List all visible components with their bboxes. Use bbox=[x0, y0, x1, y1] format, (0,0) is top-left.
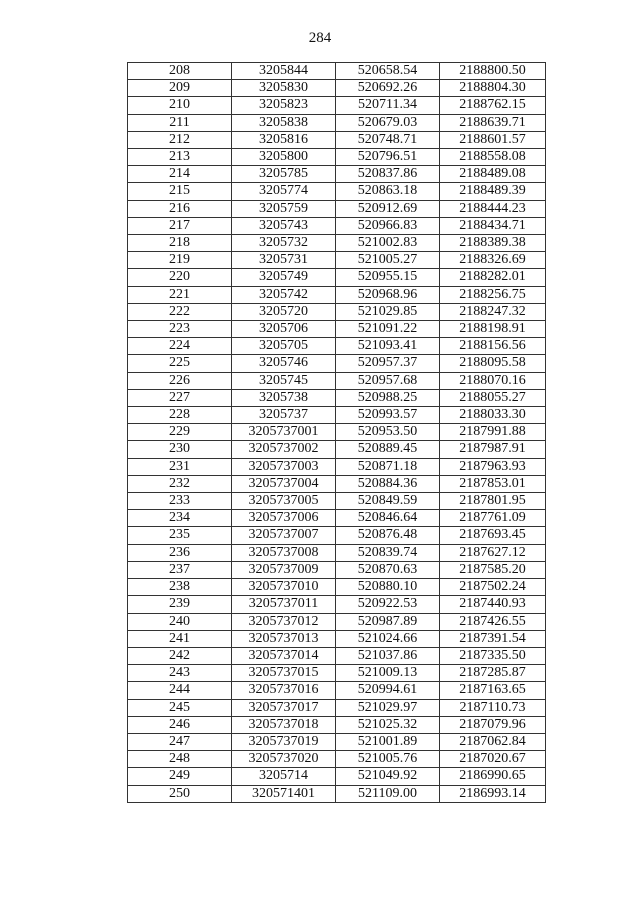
point-id-cell: 3205816 bbox=[232, 131, 336, 148]
point-id-cell: 3205743 bbox=[232, 217, 336, 234]
point-id-cell: 3205737004 bbox=[232, 475, 336, 492]
table-row bbox=[128, 286, 546, 303]
x-coordinate-cell: 521024.66 bbox=[336, 630, 440, 647]
y-coordinate-cell: 2187079.96 bbox=[440, 716, 546, 733]
x-coordinate-cell: 520922.53 bbox=[336, 596, 440, 613]
x-coordinate-cell: 520692.26 bbox=[336, 80, 440, 97]
point-number-cell: 236 bbox=[128, 544, 232, 561]
point-id-cell: 3205800 bbox=[232, 149, 336, 166]
point-id-cell: 3205785 bbox=[232, 166, 336, 183]
point-id-cell: 3205737018 bbox=[232, 716, 336, 733]
y-coordinate-cell: 2188601.57 bbox=[440, 131, 546, 148]
point-number-cell: 234 bbox=[128, 510, 232, 527]
table-row bbox=[128, 252, 546, 269]
table-row bbox=[128, 303, 546, 320]
y-coordinate-cell: 2187110.73 bbox=[440, 699, 546, 716]
point-number-cell: 248 bbox=[128, 751, 232, 768]
table-row bbox=[128, 441, 546, 458]
y-coordinate-cell: 2187335.50 bbox=[440, 647, 546, 664]
x-coordinate-cell: 520796.51 bbox=[336, 149, 440, 166]
y-coordinate-cell: 2187502.24 bbox=[440, 579, 546, 596]
point-id-cell: 3205737 bbox=[232, 407, 336, 424]
point-number-cell: 237 bbox=[128, 561, 232, 578]
x-coordinate-cell: 520679.03 bbox=[336, 114, 440, 131]
point-id-cell: 3205737011 bbox=[232, 596, 336, 613]
x-coordinate-cell: 520880.10 bbox=[336, 579, 440, 596]
point-number-cell: 221 bbox=[128, 286, 232, 303]
x-coordinate-cell: 520849.59 bbox=[336, 493, 440, 510]
point-number-cell: 219 bbox=[128, 252, 232, 269]
table-row bbox=[128, 97, 546, 114]
y-coordinate-cell: 2187991.88 bbox=[440, 424, 546, 441]
table-row bbox=[128, 733, 546, 750]
x-coordinate-cell: 520863.18 bbox=[336, 183, 440, 200]
point-id-cell: 3205714 bbox=[232, 768, 336, 785]
point-number-cell: 208 bbox=[128, 63, 232, 80]
table-row bbox=[128, 389, 546, 406]
y-coordinate-cell: 2188489.08 bbox=[440, 166, 546, 183]
y-coordinate-cell: 2188434.71 bbox=[440, 217, 546, 234]
y-coordinate-cell: 2188256.75 bbox=[440, 286, 546, 303]
x-coordinate-cell: 520987.89 bbox=[336, 613, 440, 630]
point-id-cell: 3205838 bbox=[232, 114, 336, 131]
y-coordinate-cell: 2188558.08 bbox=[440, 149, 546, 166]
table-row bbox=[128, 458, 546, 475]
x-coordinate-cell: 521037.86 bbox=[336, 647, 440, 664]
point-number-cell: 216 bbox=[128, 200, 232, 217]
table-row bbox=[128, 716, 546, 733]
table-row bbox=[128, 785, 546, 802]
point-number-cell: 211 bbox=[128, 114, 232, 131]
point-number-cell: 218 bbox=[128, 235, 232, 252]
y-coordinate-cell: 2187062.84 bbox=[440, 733, 546, 750]
y-coordinate-cell: 2188033.30 bbox=[440, 407, 546, 424]
point-id-cell: 3205737016 bbox=[232, 682, 336, 699]
point-id-cell: 3205742 bbox=[232, 286, 336, 303]
x-coordinate-cell: 520658.54 bbox=[336, 63, 440, 80]
x-coordinate-cell: 521005.27 bbox=[336, 252, 440, 269]
point-id-cell: 3205745 bbox=[232, 372, 336, 389]
point-number-cell: 232 bbox=[128, 475, 232, 492]
x-coordinate-cell: 520889.45 bbox=[336, 441, 440, 458]
point-number-cell: 212 bbox=[128, 131, 232, 148]
x-coordinate-cell: 521029.85 bbox=[336, 303, 440, 320]
table-row bbox=[128, 579, 546, 596]
table-row bbox=[128, 80, 546, 97]
y-coordinate-cell: 2188198.91 bbox=[440, 321, 546, 338]
y-coordinate-cell: 2187853.01 bbox=[440, 475, 546, 492]
point-id-cell: 3205737020 bbox=[232, 751, 336, 768]
table-row bbox=[128, 665, 546, 682]
x-coordinate-cell: 520870.63 bbox=[336, 561, 440, 578]
point-number-cell: 250 bbox=[128, 785, 232, 802]
y-coordinate-cell: 2187285.87 bbox=[440, 665, 546, 682]
y-coordinate-cell: 2187163.65 bbox=[440, 682, 546, 699]
table-row bbox=[128, 510, 546, 527]
point-number-cell: 223 bbox=[128, 321, 232, 338]
table-row bbox=[128, 596, 546, 613]
y-coordinate-cell: 2188055.27 bbox=[440, 389, 546, 406]
y-coordinate-cell: 2187426.55 bbox=[440, 613, 546, 630]
point-number-cell: 233 bbox=[128, 493, 232, 510]
y-coordinate-cell: 2187801.95 bbox=[440, 493, 546, 510]
y-coordinate-cell: 2188326.69 bbox=[440, 252, 546, 269]
table-row bbox=[128, 355, 546, 372]
x-coordinate-cell: 521049.92 bbox=[336, 768, 440, 785]
table-row bbox=[128, 114, 546, 131]
y-coordinate-cell: 2188444.23 bbox=[440, 200, 546, 217]
x-coordinate-cell: 520884.36 bbox=[336, 475, 440, 492]
x-coordinate-cell: 521002.83 bbox=[336, 235, 440, 252]
point-number-cell: 235 bbox=[128, 527, 232, 544]
y-coordinate-cell: 2188247.32 bbox=[440, 303, 546, 320]
x-coordinate-cell: 520953.50 bbox=[336, 424, 440, 441]
point-number-cell: 246 bbox=[128, 716, 232, 733]
y-coordinate-cell: 2188804.30 bbox=[440, 80, 546, 97]
y-coordinate-cell: 2188639.71 bbox=[440, 114, 546, 131]
point-number-cell: 239 bbox=[128, 596, 232, 613]
point-id-cell: 3205737008 bbox=[232, 544, 336, 561]
point-number-cell: 242 bbox=[128, 647, 232, 664]
x-coordinate-cell: 520993.57 bbox=[336, 407, 440, 424]
table-row bbox=[128, 217, 546, 234]
table-row bbox=[128, 183, 546, 200]
table-row bbox=[128, 768, 546, 785]
point-number-cell: 213 bbox=[128, 149, 232, 166]
point-id-cell: 3205737009 bbox=[232, 561, 336, 578]
table-body bbox=[128, 63, 546, 803]
x-coordinate-cell: 520846.64 bbox=[336, 510, 440, 527]
y-coordinate-cell: 2188156.56 bbox=[440, 338, 546, 355]
point-number-cell: 217 bbox=[128, 217, 232, 234]
table-row bbox=[128, 493, 546, 510]
table-row bbox=[128, 424, 546, 441]
table-row bbox=[128, 544, 546, 561]
point-id-cell: 3205737007 bbox=[232, 527, 336, 544]
x-coordinate-cell: 520988.25 bbox=[336, 389, 440, 406]
point-id-cell: 3205749 bbox=[232, 269, 336, 286]
table-row bbox=[128, 321, 546, 338]
point-id-cell: 3205823 bbox=[232, 97, 336, 114]
point-id-cell: 3205731 bbox=[232, 252, 336, 269]
x-coordinate-cell: 521091.22 bbox=[336, 321, 440, 338]
point-id-cell: 3205737002 bbox=[232, 441, 336, 458]
x-coordinate-cell: 521005.76 bbox=[336, 751, 440, 768]
table-row bbox=[128, 630, 546, 647]
y-coordinate-cell: 2187627.12 bbox=[440, 544, 546, 561]
table-row bbox=[128, 751, 546, 768]
point-number-cell: 229 bbox=[128, 424, 232, 441]
x-coordinate-cell: 520957.68 bbox=[336, 372, 440, 389]
point-id-cell: 3205737006 bbox=[232, 510, 336, 527]
point-id-cell: 3205759 bbox=[232, 200, 336, 217]
x-coordinate-cell: 520994.61 bbox=[336, 682, 440, 699]
point-id-cell: 3205732 bbox=[232, 235, 336, 252]
x-coordinate-cell: 520876.48 bbox=[336, 527, 440, 544]
table-row bbox=[128, 682, 546, 699]
point-number-cell: 238 bbox=[128, 579, 232, 596]
table-row bbox=[128, 527, 546, 544]
x-coordinate-cell: 520871.18 bbox=[336, 458, 440, 475]
y-coordinate-cell: 2187440.93 bbox=[440, 596, 546, 613]
page-number: 284 bbox=[308, 30, 332, 46]
point-number-cell: 243 bbox=[128, 665, 232, 682]
x-coordinate-cell: 520968.96 bbox=[336, 286, 440, 303]
table-row bbox=[128, 699, 546, 716]
point-id-cell: 3205830 bbox=[232, 80, 336, 97]
y-coordinate-cell: 2188762.15 bbox=[440, 97, 546, 114]
y-coordinate-cell: 2187391.54 bbox=[440, 630, 546, 647]
point-id-cell: 3205737015 bbox=[232, 665, 336, 682]
point-id-cell: 3205705 bbox=[232, 338, 336, 355]
y-coordinate-cell: 2187987.91 bbox=[440, 441, 546, 458]
point-id-cell: 3205737012 bbox=[232, 613, 336, 630]
coordinates-table bbox=[127, 62, 546, 803]
point-id-cell: 3205737001 bbox=[232, 424, 336, 441]
x-coordinate-cell: 520966.83 bbox=[336, 217, 440, 234]
point-number-cell: 209 bbox=[128, 80, 232, 97]
point-number-cell: 225 bbox=[128, 355, 232, 372]
y-coordinate-cell: 2187761.09 bbox=[440, 510, 546, 527]
y-coordinate-cell: 2188282.01 bbox=[440, 269, 546, 286]
point-number-cell: 244 bbox=[128, 682, 232, 699]
x-coordinate-cell: 521025.32 bbox=[336, 716, 440, 733]
point-id-cell: 3205774 bbox=[232, 183, 336, 200]
x-coordinate-cell: 521009.13 bbox=[336, 665, 440, 682]
point-number-cell: 224 bbox=[128, 338, 232, 355]
point-id-cell: 3205737005 bbox=[232, 493, 336, 510]
table-row bbox=[128, 647, 546, 664]
x-coordinate-cell: 520748.71 bbox=[336, 131, 440, 148]
table-row bbox=[128, 475, 546, 492]
x-coordinate-cell: 521001.89 bbox=[336, 733, 440, 750]
table-row bbox=[128, 149, 546, 166]
table-row bbox=[128, 235, 546, 252]
x-coordinate-cell: 520957.37 bbox=[336, 355, 440, 372]
x-coordinate-cell: 520711.34 bbox=[336, 97, 440, 114]
point-number-cell: 220 bbox=[128, 269, 232, 286]
point-number-cell: 231 bbox=[128, 458, 232, 475]
x-coordinate-cell: 520839.74 bbox=[336, 544, 440, 561]
y-coordinate-cell: 2186990.65 bbox=[440, 768, 546, 785]
point-id-cell: 320571401 bbox=[232, 785, 336, 802]
y-coordinate-cell: 2187585.20 bbox=[440, 561, 546, 578]
table-row bbox=[128, 166, 546, 183]
x-coordinate-cell: 520955.15 bbox=[336, 269, 440, 286]
point-id-cell: 3205737003 bbox=[232, 458, 336, 475]
y-coordinate-cell: 2188800.50 bbox=[440, 63, 546, 80]
point-id-cell: 3205737010 bbox=[232, 579, 336, 596]
y-coordinate-cell: 2187693.45 bbox=[440, 527, 546, 544]
point-number-cell: 215 bbox=[128, 183, 232, 200]
point-number-cell: 227 bbox=[128, 389, 232, 406]
point-id-cell: 3205737013 bbox=[232, 630, 336, 647]
x-coordinate-cell: 520837.86 bbox=[336, 166, 440, 183]
point-id-cell: 3205720 bbox=[232, 303, 336, 320]
point-number-cell: 210 bbox=[128, 97, 232, 114]
y-coordinate-cell: 2188389.38 bbox=[440, 235, 546, 252]
point-number-cell: 230 bbox=[128, 441, 232, 458]
table-row bbox=[128, 613, 546, 630]
x-coordinate-cell: 521029.97 bbox=[336, 699, 440, 716]
table-row bbox=[128, 372, 546, 389]
point-number-cell: 226 bbox=[128, 372, 232, 389]
point-number-cell: 222 bbox=[128, 303, 232, 320]
point-number-cell: 241 bbox=[128, 630, 232, 647]
table-row bbox=[128, 131, 546, 148]
table-row bbox=[128, 561, 546, 578]
point-id-cell: 3205738 bbox=[232, 389, 336, 406]
point-number-cell: 240 bbox=[128, 613, 232, 630]
table-row bbox=[128, 200, 546, 217]
table-row bbox=[128, 269, 546, 286]
point-id-cell: 3205844 bbox=[232, 63, 336, 80]
x-coordinate-cell: 520912.69 bbox=[336, 200, 440, 217]
y-coordinate-cell: 2188070.16 bbox=[440, 372, 546, 389]
point-number-cell: 214 bbox=[128, 166, 232, 183]
table-row bbox=[128, 407, 546, 424]
point-number-cell: 247 bbox=[128, 733, 232, 750]
point-id-cell: 3205746 bbox=[232, 355, 336, 372]
y-coordinate-cell: 2187020.67 bbox=[440, 751, 546, 768]
x-coordinate-cell: 521109.00 bbox=[336, 785, 440, 802]
point-id-cell: 3205737017 bbox=[232, 699, 336, 716]
point-number-cell: 249 bbox=[128, 768, 232, 785]
y-coordinate-cell: 2188095.58 bbox=[440, 355, 546, 372]
y-coordinate-cell: 2186993.14 bbox=[440, 785, 546, 802]
table-row bbox=[128, 63, 546, 80]
point-number-cell: 228 bbox=[128, 407, 232, 424]
x-coordinate-cell: 521093.41 bbox=[336, 338, 440, 355]
table-row bbox=[128, 338, 546, 355]
point-id-cell: 3205706 bbox=[232, 321, 336, 338]
point-id-cell: 3205737019 bbox=[232, 733, 336, 750]
y-coordinate-cell: 2188489.39 bbox=[440, 183, 546, 200]
y-coordinate-cell: 2187963.93 bbox=[440, 458, 546, 475]
point-number-cell: 245 bbox=[128, 699, 232, 716]
point-id-cell: 3205737014 bbox=[232, 647, 336, 664]
